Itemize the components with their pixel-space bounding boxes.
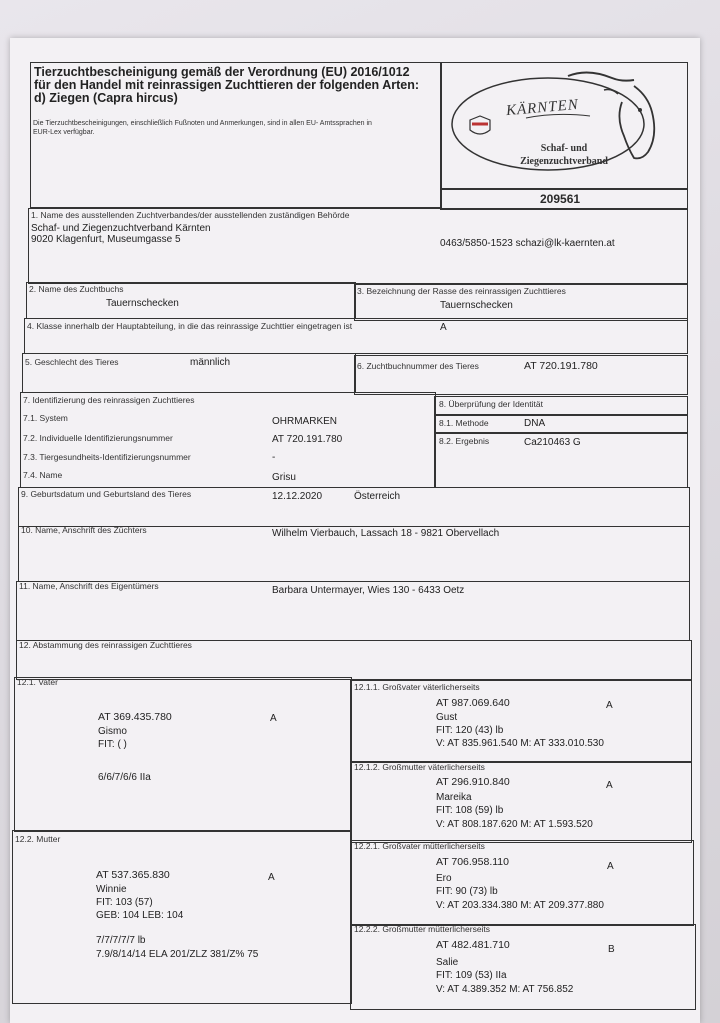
dam-line2: 7.9/8/14/14 ELA 201/ZLZ 381/Z% 75 bbox=[96, 949, 259, 960]
paternal-granddam-name: Mareika bbox=[436, 792, 472, 803]
breed-value: Tauernschecken bbox=[440, 300, 513, 311]
verification-divider bbox=[434, 432, 688, 434]
paternal-grandsire-label: 12.1.1. Großvater väterlicherseits bbox=[354, 682, 480, 692]
maternal-grandsire-name: Ero bbox=[436, 873, 452, 884]
herdbook-value: Tauernschecken bbox=[106, 298, 179, 309]
association-logo bbox=[448, 64, 680, 186]
verification-label: 8. Überprüfung der Identität bbox=[439, 399, 543, 409]
id-health-label: 7.3. Tiergesundheits-Identifizierungsnummer bbox=[23, 452, 191, 462]
paternal-granddam-id: AT 296.910.840 bbox=[436, 776, 510, 788]
certificate-number: 209561 bbox=[540, 192, 581, 206]
maternal-granddam-label: 12.2.2. Großmutter mütterlicherseits bbox=[354, 924, 491, 934]
sire-fit: FIT: ( ) bbox=[98, 739, 127, 750]
issuer-address: 9020 Klagenfurt, Museumgasse 5 bbox=[31, 234, 181, 245]
logo-wordmark: KÄRNTEN bbox=[505, 96, 580, 120]
herdbook-number-value: AT 720.191.780 bbox=[524, 360, 598, 372]
sire-name: Gismo bbox=[98, 726, 127, 737]
verification-method-label: 8.1. Methode bbox=[439, 418, 489, 428]
language-note-line1: Die Tierzuchtbescheinigungen, einschließlich Fußnoten und Anmerkungen, sind in allen EU- Amtssprachen in bbox=[33, 120, 372, 127]
class-value: A bbox=[440, 322, 447, 333]
breed-label: 3. Bezeichnung der Rasse des reinrassigen Zuchttieres bbox=[357, 286, 566, 296]
id-system-value: OHRMARKEN bbox=[272, 416, 338, 427]
issuer-label: 1. Name des ausstellenden Zuchtverbandes/der ausstellenden zuständigen Behörde bbox=[31, 210, 350, 220]
paternal-granddam-fit: FIT: 108 (59) lb bbox=[436, 805, 504, 816]
maternal-grandsire-fit: FIT: 90 (73) lb bbox=[436, 886, 498, 897]
maternal-granddam-id: AT 482.481.710 bbox=[436, 939, 510, 951]
maternal-granddam-fit: FIT: 109 (53) IIa bbox=[436, 970, 507, 981]
breeder-value: Wilhelm Vierbauch, Lassach 18 - 9821 Obervellach bbox=[272, 528, 500, 539]
paternal-grandsire-parents: V: AT 835.961.540 M: AT 333.010.530 bbox=[436, 738, 604, 749]
dam-name: Winnie bbox=[96, 884, 127, 895]
document-title-line1: Tierzuchtbescheinigung gemäß der Verordnung (EU) 2016/1012 bbox=[34, 65, 410, 79]
id-name-label: 7.4. Name bbox=[23, 470, 63, 480]
paternal-granddam-box bbox=[350, 761, 692, 843]
dam-line1: 7/7/7/7/7 lb bbox=[96, 935, 146, 946]
verification-header-line bbox=[434, 414, 688, 416]
verification-result-label: 8.2. Ergebnis bbox=[439, 436, 490, 446]
document-title-line2: für den Handel mit reinrassigen Zuchttieren der folgenden Arten: bbox=[34, 78, 420, 92]
issuer-name: Schaf- und Ziegenzuchtverband Kärnten bbox=[31, 223, 211, 234]
sire-line: 6/6/7/6/6 IIa bbox=[98, 772, 151, 783]
logo-text-line2: Ziegenzuchtverband bbox=[520, 156, 608, 167]
paternal-grandsire-class: A bbox=[606, 700, 613, 711]
herdbook-label: 2. Name des Zuchtbuchs bbox=[29, 284, 124, 294]
birth-label: 9. Geburtsdatum und Geburtsland des Tieres bbox=[21, 489, 192, 499]
verification-method-value: DNA bbox=[524, 418, 546, 429]
owner-value: Barbara Untermayer, Wies 130 - 6433 Oetz bbox=[272, 585, 465, 596]
maternal-granddam-name: Salie bbox=[436, 957, 459, 968]
dam-fit: FIT: 103 (57) bbox=[96, 897, 153, 908]
breeder-label: 10. Name, Anschrift des Züchters bbox=[21, 525, 147, 535]
owner-label: 11. Name, Anschrift des Eigentümers bbox=[19, 581, 159, 591]
paternal-granddam-class: A bbox=[606, 780, 613, 791]
id-system-label: 7.1. System bbox=[23, 413, 68, 423]
dam-id: AT 537.365.830 bbox=[96, 869, 170, 881]
herdbook-number-label: 6. Zuchtbuchnummer des Tieres bbox=[357, 361, 479, 371]
maternal-grandsire-parents: V: AT 203.334.380 M: AT 209.377.880 bbox=[436, 900, 604, 911]
maternal-granddam-class: B bbox=[608, 944, 615, 955]
dam-label: 12.2. Mutter bbox=[15, 834, 61, 844]
maternal-granddam-box bbox=[350, 924, 696, 1010]
maternal-grandsire-id: AT 706.958.110 bbox=[436, 856, 509, 868]
dam-geb: GEB: 104 LEB: 104 bbox=[96, 910, 184, 921]
paternal-grandsire-box bbox=[350, 680, 692, 763]
sire-label: 12.1. Vater bbox=[17, 677, 58, 687]
id-number-value: AT 720.191.780 bbox=[272, 434, 343, 445]
verification-result-value: Ca210463 G bbox=[524, 437, 581, 448]
birth-country: Österreich bbox=[354, 491, 401, 502]
maternal-granddam-parents: V: AT 4.389.352 M: AT 756.852 bbox=[436, 984, 574, 995]
document-title-line3: d) Ziegen (Capra hircus) bbox=[34, 91, 178, 105]
sire-id: AT 369.435.780 bbox=[98, 711, 172, 723]
maternal-grandsire-box bbox=[350, 840, 694, 926]
class-label: 4. Klasse innerhalb der Hauptabteilung, in die das reinrassige Zuchttier eingetragen ist bbox=[27, 321, 353, 331]
sex-value: männlich bbox=[190, 357, 231, 368]
birth-date: 12.12.2020 bbox=[272, 491, 323, 502]
sire-box bbox=[14, 677, 352, 832]
id-name-value: Grisu bbox=[272, 472, 296, 483]
dam-class: A bbox=[268, 872, 275, 883]
maternal-grandsire-label: 12.2.1. Großvater mütterlicherseits bbox=[354, 841, 485, 851]
sex-label: 5. Geschlecht des Tieres bbox=[25, 357, 119, 367]
id-number-label: 7.2. Individuelle Identifizierungsnummer bbox=[23, 433, 173, 443]
paternal-granddam-label: 12.1.2. Großmutter väterlicherseits bbox=[354, 762, 485, 772]
language-note-line2: EUR-Lex verfügbar. bbox=[33, 129, 95, 136]
logo-text-line1: Schaf- und bbox=[540, 143, 588, 154]
maternal-grandsire-class: A bbox=[607, 861, 614, 872]
pedigree-label: 12. Abstammung des reinrassigen Zuchttieres bbox=[19, 640, 192, 650]
identification-label: 7. Identifizierung des reinrassigen Zuchttieres bbox=[23, 395, 195, 405]
id-health-value: - bbox=[272, 452, 276, 463]
issuer-contact: 0463/5850-1523 schazi@lk-kaernten.at bbox=[440, 238, 615, 249]
paternal-grandsire-fit: FIT: 120 (43) lb bbox=[436, 725, 504, 736]
paternal-grandsire-id: AT 987.069.640 bbox=[436, 697, 510, 709]
paternal-granddam-parents: V: AT 808.187.620 M: AT 1.593.520 bbox=[436, 819, 593, 830]
sire-class: A bbox=[270, 713, 277, 724]
paternal-grandsire-name: Gust bbox=[436, 712, 458, 723]
